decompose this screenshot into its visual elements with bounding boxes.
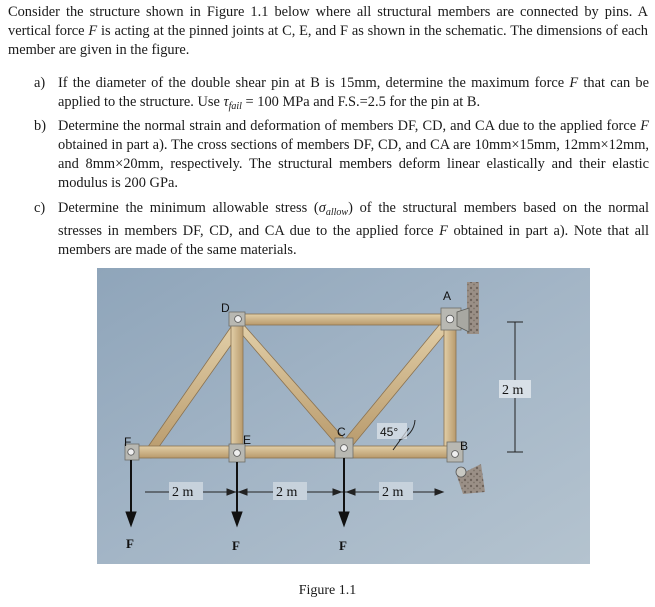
truss-figure bbox=[97, 268, 590, 564]
question-part-c bbox=[34, 199, 649, 260]
pin-hole-F bbox=[128, 449, 134, 455]
pin-hole-C bbox=[341, 445, 348, 452]
height-label: 2 m bbox=[502, 383, 524, 398]
pin-hole-A bbox=[446, 315, 454, 323]
part-label: c) bbox=[34, 200, 46, 216]
label-C: C bbox=[337, 425, 346, 439]
force-label: F bbox=[339, 538, 347, 553]
pin-hole-B bbox=[452, 451, 459, 458]
part-label: a) bbox=[34, 75, 46, 91]
member-AB bbox=[444, 318, 456, 454]
force-label: F bbox=[126, 536, 134, 551]
force-label: F bbox=[232, 538, 240, 553]
question-part-b bbox=[34, 117, 649, 193]
label-B: B bbox=[460, 439, 469, 453]
member-top-DA bbox=[235, 314, 457, 325]
tau-subscript: fail bbox=[228, 101, 242, 112]
label-F: F bbox=[124, 435, 132, 449]
part-text: Determine the normal strain and deformation of members DF, CD, and CA due to the applied force F obtained in part a). The cross sections of members DF, CD, and CA are 10mm×15mm, 12mm×12mm, and 8mm×20mm, respectively. The structural members deform linear elastically and their elastic modulus is 200 GPa. bbox=[58, 118, 649, 191]
angle-label: 45° bbox=[380, 425, 399, 439]
part-label: b) bbox=[34, 118, 46, 134]
member-bottom-chord bbox=[127, 446, 457, 458]
label-E: E bbox=[243, 433, 252, 447]
sigma-subscript: allow bbox=[325, 207, 349, 218]
sigma-symbol: σ bbox=[318, 200, 326, 216]
tau-symbol: τ bbox=[223, 94, 229, 110]
part-text: If the diameter of the double shear pin at B is 15mm, determine the maximum force F that can be applied to the structure. Use $\tau_{fail} = 100$ MPa and F.S.=2.5 for the pin at B. bbox=[58, 75, 649, 112]
label-D: D bbox=[221, 301, 230, 315]
part-text: Determine the minimum allowable stress $(\sigma_{allow})$ of the structural members based on the normal stresses in members DF, CD, and CA due to the applied force F obtained in part a). Note that all members are made of the same materials. bbox=[58, 200, 650, 258]
span3-label: 2 m bbox=[382, 485, 404, 500]
force-variable: F bbox=[88, 23, 98, 39]
figure-caption: Figure 1.1 bbox=[298, 583, 357, 598]
pin-hole-D bbox=[235, 316, 242, 323]
roller-B bbox=[456, 467, 466, 477]
span1-label: 2 m bbox=[172, 485, 194, 500]
label-A: A bbox=[443, 289, 452, 303]
member-DE bbox=[231, 324, 243, 454]
problem-intro: Consider the structure shown in Figure 1.1 below where all structural members are connected by pins. A vertical force F is acting at the pinned joints at C, E, and F as shown in the schematic. The dimensions of each member are given in the figure. bbox=[8, 4, 648, 58]
question-part-a bbox=[34, 74, 649, 116]
pin-hole-E bbox=[234, 450, 241, 457]
span2-label: 2 m bbox=[276, 485, 298, 500]
